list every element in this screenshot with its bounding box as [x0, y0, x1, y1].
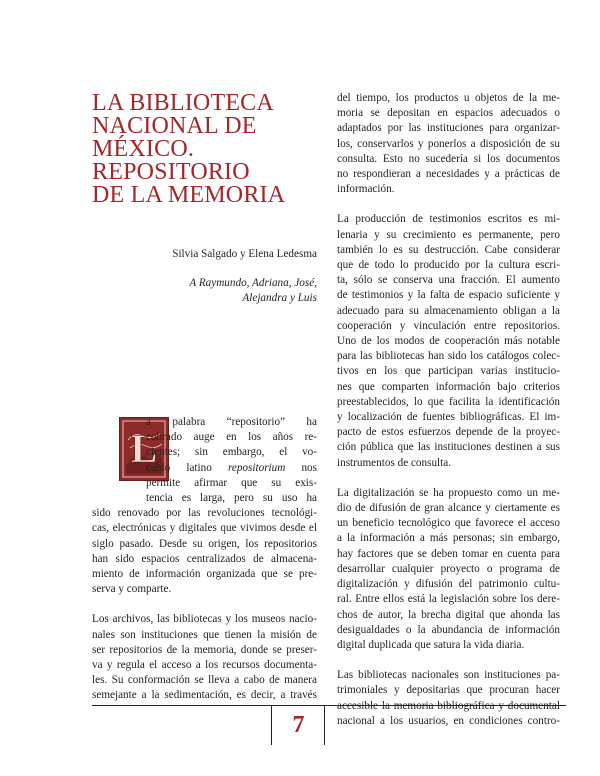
- paragraph: [92, 415, 317, 597]
- text-line: Los archivos, las bibliotecas y los museos nacio-: [92, 613, 317, 626]
- text-line: cas, electrónicas y digitales que vivimos desde el: [92, 522, 317, 535]
- text-line: tivos en los que participan varias institucio-: [337, 365, 560, 378]
- title-line: LA BIBLIOTECA: [92, 90, 274, 116]
- text-line: ta, sólo se conserva una fracción. El aumento: [337, 274, 560, 287]
- text-line: pacto de estos esfuerzos depende de la proyec-: [337, 426, 560, 439]
- paragraph: [337, 91, 560, 197]
- text-line: desarrollar cualquier proyecto o programa de: [337, 562, 560, 575]
- text-line: ción pública que las instituciones destinen a sus: [337, 441, 560, 454]
- title-line: NACIONAL DE: [92, 113, 257, 139]
- italic-term: repositorium: [227, 461, 286, 474]
- text-line: los, conservarlos y ponerlos a disposición de su: [337, 137, 560, 150]
- text-line: desigualdades o la abundancia de información: [337, 623, 560, 636]
- text-line: información.: [337, 183, 395, 196]
- text-line: Uno de los modos de cooperación más notable: [337, 335, 560, 348]
- text-line: también lo es su destrucción. Cabe considerar: [337, 243, 560, 256]
- text-line: instrumentos de consulta.: [337, 456, 452, 469]
- dedication-line: A Raymundo, Adriana, José,: [189, 277, 317, 289]
- text-line: Las bibliotecas nacionales son instituciones pa-: [337, 669, 560, 682]
- title-line: DE LA MEMORIA: [92, 182, 286, 208]
- paragraph: [337, 486, 560, 653]
- text-line: va y regula el acceso a los recursos documenta-: [92, 659, 317, 672]
- title-line: REPOSITORIO: [92, 159, 250, 185]
- text-line: moria se depositan en espacios adecuados o: [337, 107, 560, 120]
- text-line: les. Su conformación se lleva a cabo de manera: [92, 674, 317, 687]
- text-line: cooperación y vinculación entre repositorios.: [337, 319, 560, 332]
- left-column: [92, 415, 317, 719]
- text-line: tencia es larga, pero su uso ha: [146, 492, 317, 505]
- dedication-line: Alejandra y Luis: [242, 292, 317, 304]
- text-run: cablo latino: [146, 461, 228, 474]
- text-line: La producción de testimonios escritos es mi-: [337, 213, 560, 226]
- text-line: siglo pasado. Desde su origen, los repositorios: [92, 537, 317, 550]
- page-number: 7: [292, 712, 305, 738]
- text-line: lenaria y su crecimiento es permanente, pero: [337, 228, 560, 241]
- text-line: [92, 461, 317, 476]
- text-line: ser repositorios de la memoria, donde se preser-: [92, 643, 317, 656]
- text-line: cientes; sin embargo, el vo-: [146, 446, 317, 459]
- text-line: consulta. Esto no sucedería si los documentos: [337, 152, 560, 165]
- text-line: del tiempo, los productos u objetos de la me-: [337, 92, 560, 104]
- text-line: hay factores que se deben tomar en cuenta para: [337, 547, 560, 560]
- drop-cap-letter: L: [130, 426, 158, 471]
- text-line: accesible la memoria bibliográfica y documental: [337, 699, 560, 712]
- text-line: adecuado para su almacenamiento obligan a la: [337, 304, 560, 317]
- dedication: [189, 276, 317, 306]
- text-line: cobrado auge en los años re-: [146, 431, 317, 444]
- text-line: nales son instituciones que tienen la misión de: [92, 628, 317, 641]
- text-line: permite afirmar que su exis-: [146, 476, 317, 489]
- text-line: preestablecidos, lo que facilita la identificación: [337, 395, 560, 408]
- text-run: nos: [285, 461, 317, 474]
- paragraph: [92, 612, 317, 703]
- text-line: no respondieran a necesidades y a prácticas de: [337, 168, 560, 181]
- text-line: que de todo lo producido por la cultura escri-: [337, 259, 560, 272]
- paragraph: [337, 668, 560, 729]
- text-line: serva y comparte.: [92, 583, 172, 596]
- text-line: digitalización y difusión del patrimonio cultu-: [337, 578, 560, 591]
- text-line: y localización de fuentes bibliográficas. El im-: [337, 411, 560, 424]
- text-line: La digitalización se ha propuesto como un me-: [337, 486, 560, 499]
- text-line: trimoniales y depositarias que procuran hacer: [337, 684, 560, 697]
- right-column: [337, 91, 560, 744]
- article-title: [92, 92, 292, 207]
- title-line: MÉXICO.: [92, 136, 195, 162]
- footer-rule: [92, 705, 566, 706]
- text-line: ral. Entre ellos está la legislación sobre los dere-: [337, 593, 560, 606]
- paragraph: [337, 212, 560, 470]
- text-line: han sido espacios centralizados de almacena-: [92, 552, 317, 565]
- text-line: nacional a los usuarios, en condiciones contro-: [337, 714, 560, 727]
- text-line: digital duplicada que satura la vida diaria.: [337, 638, 525, 651]
- authors: Silvia Salgado y Elena Ledesma: [172, 248, 317, 260]
- text-line: a palabra “repositorio” ha: [146, 416, 317, 428]
- text-line: miento de información organizada que se pre-: [92, 568, 317, 581]
- text-line: un beneficio tecnológico que favorece el acceso: [337, 517, 560, 530]
- text-line: dio de difusión de gran alcance y ciertamente es: [337, 502, 560, 515]
- text-line: chos de autor, la brecha digital que ahonda las: [337, 608, 560, 621]
- text-line: sido renovado por las revoluciones tecnológi-: [92, 507, 317, 520]
- text-line: a la información a más personas; sin embargo,: [337, 532, 560, 545]
- text-line: para las bibliotecas han sido los catálogos colec-: [337, 350, 560, 363]
- text-line: nes que comparten información bajo criterios: [337, 380, 560, 393]
- text-line: adaptados por las instituciones para organizar-: [337, 122, 560, 135]
- text-line: de testimonios y la falta de espacio suficiente y: [337, 289, 560, 302]
- text-line: semejante a la sedimentación, es decir, a través: [92, 689, 317, 702]
